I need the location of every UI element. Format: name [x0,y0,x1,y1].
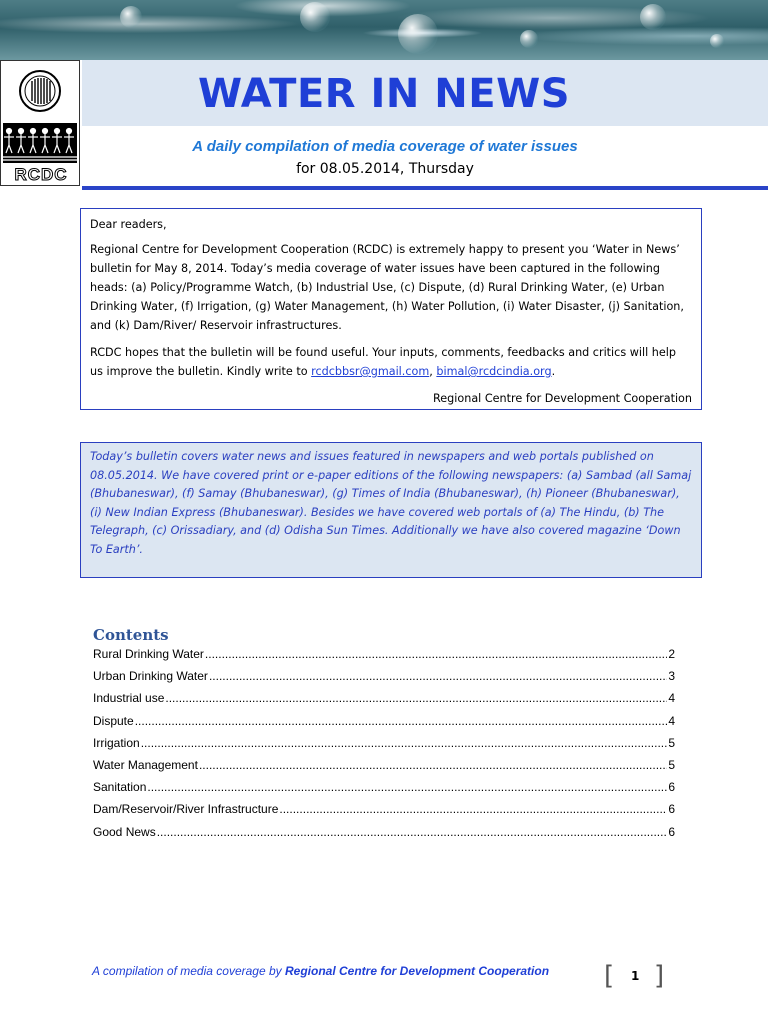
reader-letter-box [80,208,702,410]
toc-entry-page: 4 [668,691,675,706]
toc-entry-label: Sanitation [93,780,147,795]
toc-entry-label: Dispute [93,713,134,728]
email-separator: , [429,365,437,378]
page-number [604,962,666,990]
logo-people-icon [3,123,77,163]
toc-leader-dots [147,780,667,794]
letter-signature: Regional Centre for Development Cooperation [433,392,692,405]
letter-greeting: Dear readers, [90,218,167,231]
toc-entry[interactable] [93,669,675,691]
toc-entry[interactable] [93,714,675,736]
contents-heading: Contents [93,626,169,644]
toc-leader-dots [205,647,667,661]
toc-leader-dots [141,736,668,750]
toc-entry-label: Water Management [93,757,198,772]
email-link-rcdcbbsr[interactable]: rcdcbbsr@gmail.com [311,365,430,378]
toc-entry-label: Rural Drinking Water [93,647,204,661]
page-number-value: 1 [631,969,640,983]
toc-leader-dots [165,691,667,705]
toc-entry[interactable] [93,691,675,713]
toc-entry[interactable] [93,647,675,669]
footer-prefix: A compilation of media coverage by [92,964,285,978]
rcdc-logo [0,60,80,186]
toc-entry[interactable] [93,802,675,824]
toc-entry-label: Dam/Reservoir/River Infrastructure [93,802,279,817]
toc-entry[interactable] [93,736,675,758]
letter-paragraph-2-end: . [551,365,556,378]
toc-entry-page: 6 [668,780,675,795]
toc-leader-dots [209,669,667,683]
footer-org: Regional Centre for Development Cooperation [285,964,550,978]
letter-paragraph-2 [90,343,692,381]
toc-leader-dots [135,714,668,728]
toc-entry-page: 3 [668,669,675,684]
date-line: for 08.05.2014, Thursday [296,161,474,177]
toc-entry-page: 5 [668,735,675,750]
letter-paragraph-1: Regional Centre for Development Cooperation (RCDC) is extremely happy to present you ‘Water in News’ bulletin for May 8, 2014. Today’s media coverage of water issues have been captured in the following heads: (a) Policy/Programme Watch, (b) Industrial Use, (c) Dispute, (d) Rural Drinking Water, (e) Urban Drinking Water, (f) Irrigation, (g) Water Management, (h) Water Pollution, (i) Water Disaster, (j) Sanitation, and (k) Dam/River/ Reservoir infrastructures. [90,243,684,332]
header-divider [82,186,768,190]
toc-entry[interactable] [93,758,675,780]
logo-text: RCDC [14,165,68,184]
toc-entry-page: 6 [668,824,675,839]
toc-leader-dots [279,802,667,816]
toc-entry-page: 5 [668,757,675,772]
page-number-right-bracket-icon: ] [654,961,665,991]
toc-entry-label: Good News [93,824,156,839]
toc-entry-page: 2 [668,647,675,661]
toc-entry-label: Urban Drinking Water [93,669,208,684]
table-of-contents [93,647,675,847]
header-banner-image [0,0,768,60]
email-link-bimal[interactable]: bimal@rcdcindia.org [436,365,552,378]
logo-emblem-icon [18,69,62,113]
page-title: WATER IN NEWS [197,71,571,117]
toc-entry-page: 6 [668,802,675,817]
toc-leader-dots [157,825,668,839]
page-number-left-bracket-icon: [ [604,961,615,991]
letter-paragraph-2-text: RCDC hopes that the bulletin will be found useful. Your inputs, comments, feedbacks and critics will help us improve the bulletin. Kindly write to [90,346,676,378]
toc-leader-dots [199,758,667,772]
toc-entry-page: 4 [668,713,675,728]
footer-text [92,964,592,978]
coverage-info-box [80,442,702,578]
toc-entry-label: Irrigation [93,735,140,750]
toc-entry[interactable] [93,780,675,802]
coverage-info-text: Today’s bulletin covers water news and issues featured in newspapers and web portals published on 08.05.2014. We have covered print or e-paper editions of the following newspapers: (a) Sambad (all Samaj (Bhubaneswar), (f) Samay (Bhubaneswar), (g) Times of India (Bhubaneswar), (h) Pioneer (Bhubaneswar), (i) New Indian Express (Bhubaneswar). Besides we have covered web portals of (a) The Hindu, (b) The Telegraph, (c) Orissadiary, and (d) Odisha Sun Times. Additionally we have also covered magazine ‘Down To Earth’. [90,450,692,556]
toc-entry[interactable] [93,825,675,847]
subtitle: A daily compilation of media coverage of water issues [192,138,578,155]
toc-entry-label: Industrial use [93,691,165,706]
